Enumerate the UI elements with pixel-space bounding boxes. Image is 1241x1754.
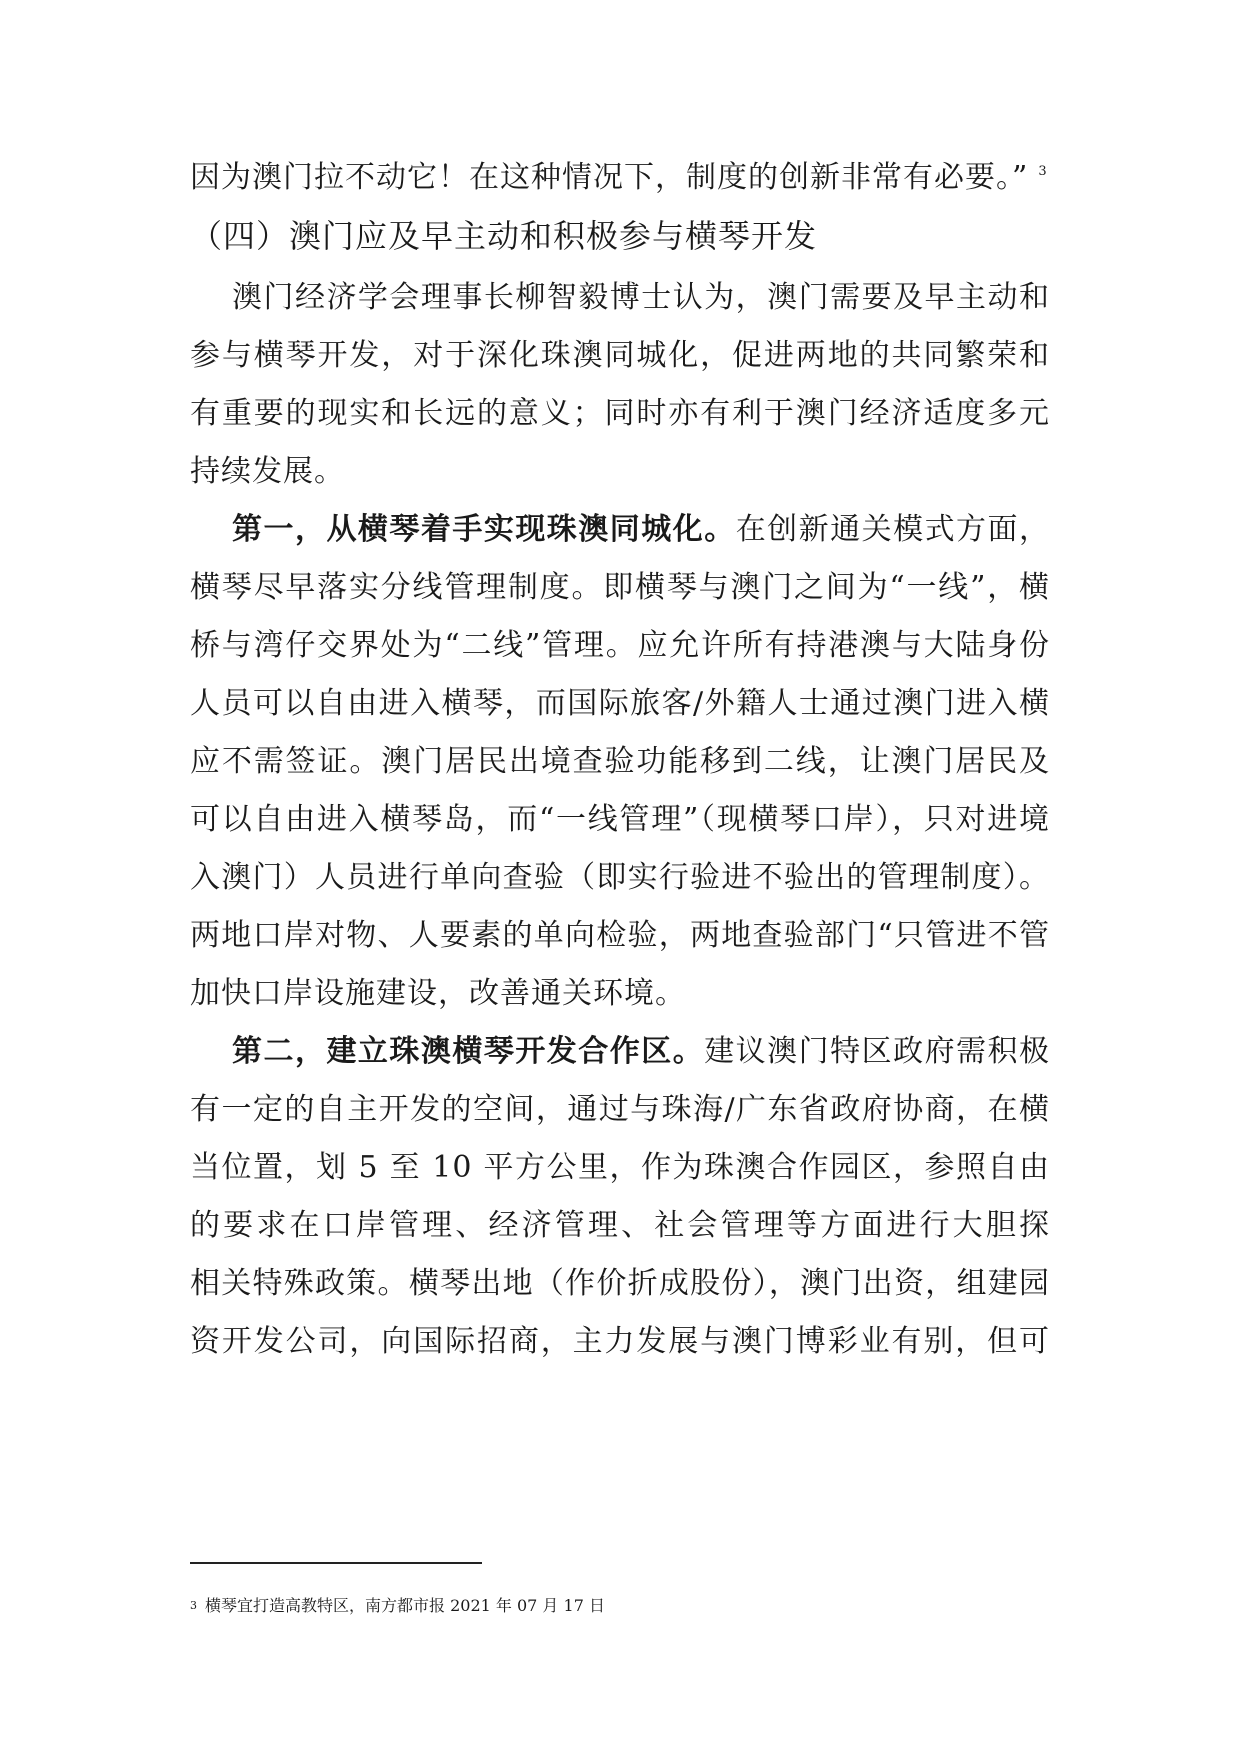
paragraph-line: 两地口岸对物、人要素的单向检验，两地查验部门“只管进不管 [190, 918, 1050, 953]
continuation-line [190, 158, 1050, 198]
paragraph-line: 当位置，划 5 至 10 平方公里，作为珠澳合作园区，参照自由 [190, 1150, 1050, 1185]
paragraph-line: 人员可以自由进入横琴，而国际旅客/外籍人士通过澳门进入横 [190, 686, 1050, 721]
footnote-mark: 3 [190, 1599, 197, 1612]
footnote-separator [190, 1562, 482, 1564]
paragraph-line: 资开发公司，向国际招商，主力发展与澳门博彩业有别，但可 [190, 1324, 1050, 1359]
paragraph-line: 有一定的自主开发的空间，通过与珠海/广东省政府协商，在横 [190, 1092, 1050, 1127]
footnote-ref: 3 [1038, 164, 1048, 179]
paragraph-lead-bold: 第一，从横琴着手实现珠澳同城化。 [232, 512, 736, 547]
paragraph-lead-rest: 建议澳门特区政府需积极 [704, 1034, 1050, 1069]
paragraph-first-line [232, 1032, 1050, 1072]
paragraph-line: 澳门经济学会理事长柳智毅博士认为，澳门需要及早主动和 [232, 280, 1050, 315]
paragraph-line: 相关特殊政策。横琴出地（作价折成股份），澳门出资，组建园 [190, 1266, 1050, 1301]
paragraph-line: 有重要的现实和长远的意义；同时亦有利于澳门经济适度多元 [190, 396, 1050, 431]
paragraph-lead-bold: 第二，建立珠澳横琴开发合作区。 [232, 1034, 705, 1069]
paragraph-line: 持续发展。 [190, 454, 345, 489]
paragraph-lead-rest: 在创新通关模式方面， [735, 512, 1050, 547]
footnote [190, 1596, 605, 1616]
section-heading: （四）澳门应及早主动和积极参与横琴开发 [190, 217, 818, 255]
paragraph-line: 可以自由进入横琴岛，而“一线管理”（现横琴口岸），只对进境 [190, 802, 1050, 837]
paragraph-line: 横琴尽早落实分线管理制度。即横琴与澳门之间为“一线”，横 [190, 570, 1050, 605]
paragraph-line: 参与横琴开发，对于深化珠澳同城化，促进两地的共同繁荣和 [190, 338, 1050, 373]
footnote-text: 横琴宜打造高教特区，南方都市报 2021 年 07 月 17 日 [205, 1596, 605, 1615]
continuation-text: 因为澳门拉不动它！在这种情况下，制度的创新非常有必要。” [190, 160, 1029, 195]
paragraph-line: 加快口岸设施建设，改善通关环境。 [190, 976, 686, 1011]
paragraph-line: 的要求在口岸管理、经济管理、社会管理等方面进行大胆探 [190, 1208, 1050, 1243]
paragraph-line: 桥与湾仔交界处为“二线”管理。应允许所有持港澳与大陆身份 [190, 628, 1050, 663]
paragraph-line: 入澳门）人员进行单向查验（即实行验进不验出的管理制度）。 [190, 860, 1050, 895]
paragraph-line: 应不需签证。澳门居民出境查验功能移到二线，让澳门居民及 [190, 744, 1050, 779]
paragraph-first-line [232, 510, 1050, 550]
